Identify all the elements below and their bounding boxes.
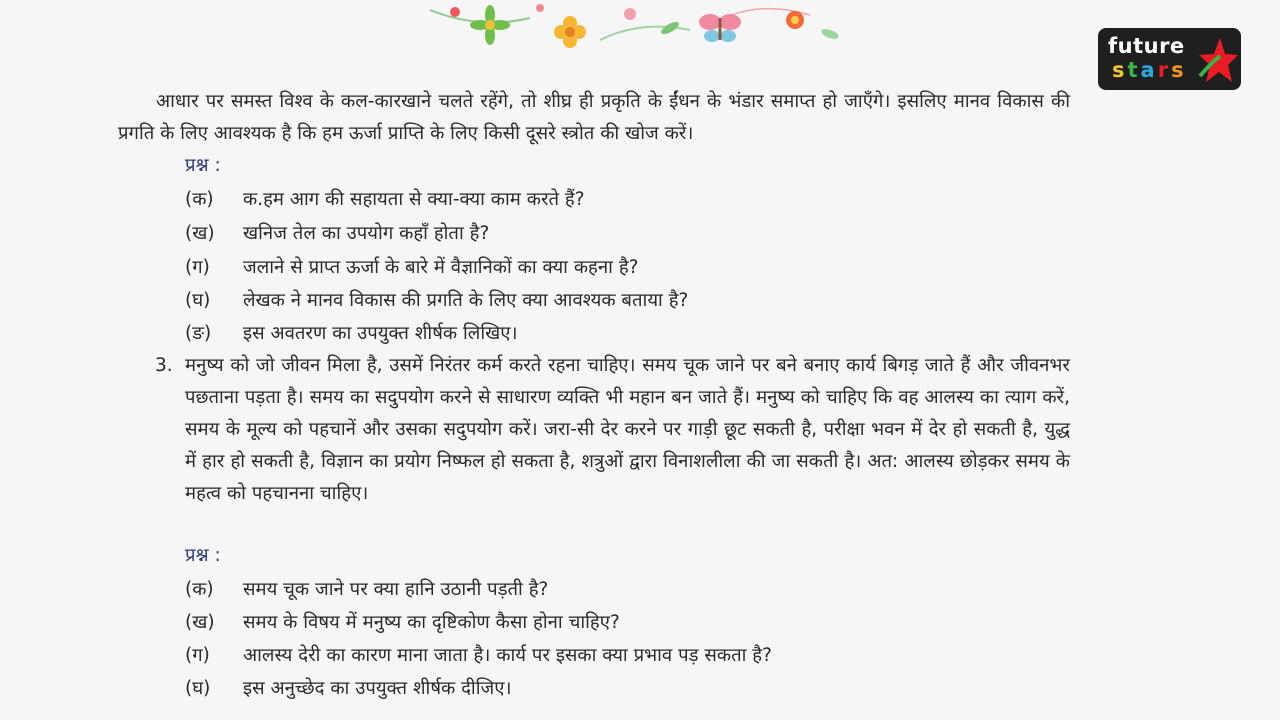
logo-letter: s bbox=[1171, 58, 1187, 82]
question-text: इस अवतरण का उपयुक्त शीर्षक लिखिए। bbox=[243, 323, 518, 344]
question-marker: (ग) bbox=[185, 645, 210, 666]
question-item bbox=[185, 574, 548, 606]
question-marker: (ख) bbox=[185, 612, 215, 633]
logo-word-future: future bbox=[1108, 34, 1185, 58]
question-item bbox=[185, 640, 772, 672]
question-marker: (क) bbox=[185, 579, 214, 600]
question-marker: (घ) bbox=[185, 678, 211, 699]
question-text: इस अनुच्छेद का उपयुक्त शीर्षक दीजिए। bbox=[243, 678, 512, 699]
question-item bbox=[185, 252, 638, 284]
question-marker: (ख) bbox=[185, 223, 215, 244]
question-text: क.हम आग की सहायता से क्या-क्या काम करते हैं? bbox=[243, 189, 585, 210]
question-text: लेखक ने मानव विकास की प्रगति के लिए क्या आवश्यक बताया है? bbox=[243, 290, 689, 311]
logo-letter: s bbox=[1112, 58, 1128, 82]
question-marker: (ग) bbox=[185, 257, 210, 278]
passage-1-question-label: प्रश्न : bbox=[185, 155, 221, 176]
question-text: जलाने से प्राप्त ऊर्जा के बारे में वैज्ञानिकों का क्या कहना है? bbox=[243, 257, 639, 278]
question-item bbox=[185, 607, 620, 639]
question-marker: (ङ) bbox=[185, 323, 212, 344]
logo-letter: t bbox=[1127, 58, 1141, 82]
question-item bbox=[185, 184, 585, 216]
question-text: खनिज तेल का उपयोग कहाँ होता है? bbox=[243, 223, 490, 244]
question-item bbox=[185, 285, 688, 317]
question-item bbox=[185, 218, 489, 250]
question-marker: (क) bbox=[185, 189, 214, 210]
question-marker: (घ) bbox=[185, 290, 211, 311]
passage-2-text: मनुष्य को जो जीवन मिला है, उसमें निरंतर कर्म करते रहना चाहिए। समय चूक जाने पर बने बनाए कार्य बिगड़ जाते हैं और जीवनभर पछताना पड़ता है। समय का सदुपयोग करने से साधारण व्यक्ति भी महान बन जाते हैं। मनुष्य को चाहिए कि वह आलस्य का त्याग करें, समय के मूल्य को पहचानें और उसका सदुपयोग करें। जरा-सी देर करने पर गाड़ी छूट सकती है, परीक्षा भवन में देर हो सकती है, युद्ध में हार हो सकती है, विज्ञान का प्रयोग निष्फल हो सकता है, शत्रुओं द्वारा विनाशलीला की जा सकती है। अत: आलस्य छोड़कर समय के महत्व को पहचानना चाहिए। bbox=[185, 355, 1070, 504]
question-text: समय चूक जाने पर क्या हानि उठानी पड़ती है? bbox=[243, 579, 549, 600]
question-text: समय के विषय में मनुष्य का दृष्टिकोण कैसा होना चाहिए? bbox=[243, 612, 620, 633]
question-text: आलस्य देरी का कारण माना जाता है। कार्य पर इसका क्या प्रभाव पड़ सकता है? bbox=[243, 645, 772, 666]
passage-2-question-label: प्रश्न : bbox=[185, 545, 221, 566]
logo-letter: a bbox=[1140, 58, 1158, 82]
passage-2-number: 3. bbox=[155, 355, 173, 376]
logo-letter: r bbox=[1157, 58, 1172, 82]
question-item bbox=[185, 318, 518, 350]
question-item bbox=[185, 673, 511, 705]
passage-1-text: आधार पर समस्त विश्व के कल-कारखाने चलते रहेंगे, तो शीघ्र ही प्रकृति के ईंधन के भंडार समाप्त हो जाएँगे। इसलिए मानव विकास की प्रगति के लिए आवश्यक है कि हम ऊर्जा प्राप्ति के लिए किसी दूसरे स्त्रोत की खोज करें। bbox=[118, 91, 1070, 144]
